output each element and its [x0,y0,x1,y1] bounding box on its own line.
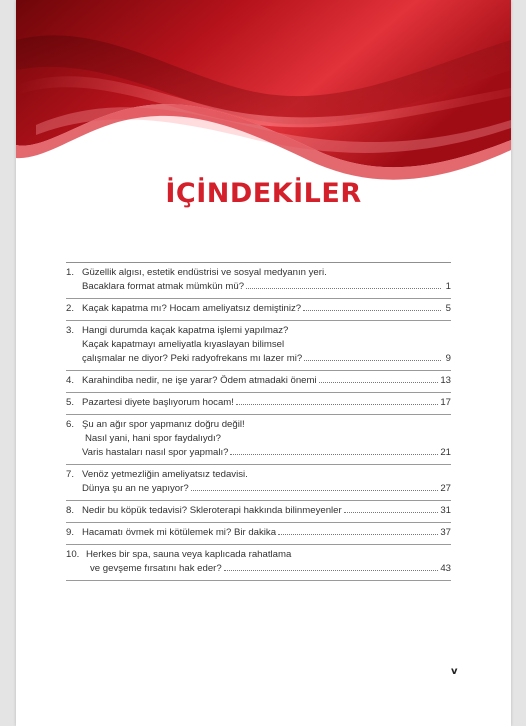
toc-entry-line [66,562,451,576]
toc-entry-number: 8. [66,505,75,516]
dot-leader [304,360,441,361]
toc-entry-text: Kaçak kapatma mı? Hocam ameliyatsız demiştiniz? [82,303,302,314]
toc-entry-page: 5 [445,303,451,314]
toc-entry-page: 17 [440,397,451,408]
toc-entry-page: 43 [440,563,451,574]
toc-entry-page: 27 [440,483,451,494]
table-of-contents [66,262,451,581]
toc-entry [66,299,451,321]
toc-entry [66,263,451,299]
toc-entry-text: Venöz yetmezliğin ameliyatsız tedavisi. [82,469,248,480]
toc-entry-line [66,482,451,496]
toc-entry-page: 1 [445,281,451,292]
toc-entry-line [66,352,451,366]
dot-leader [236,404,438,405]
dot-leader [344,512,439,513]
dot-leader [246,288,441,289]
toc-entry-line [66,374,451,388]
book-page [16,0,511,726]
toc-entry-number: 3. [66,325,75,336]
toc-entry-number: 7. [66,469,75,480]
toc-entry-number: 4. [66,375,75,386]
toc-entry-line [66,526,451,540]
toc-entry-text: Hacamatı övmek mi kötülemek mi? Bir dakika [82,527,277,538]
toc-entry-number: 10. [66,549,80,560]
toc-entry [66,321,451,371]
toc-entry-line [66,446,451,460]
toc-entry-text: Hangi durumda kaçak kapatma işlemi yapılmaz? [82,325,289,336]
toc-entry-page: 9 [445,353,451,364]
toc-entry-text: Varis hastaları nasıl spor yapmalı? [82,447,229,458]
toc-entry-text: Güzellik algısı, estetik endüstrisi ve sosyal medyanın yeri. [82,267,327,278]
toc-entry-text: Pazartesi diyete başlıyorum hocam! [82,397,234,408]
toc-entry [66,523,451,545]
toc-entry [66,393,451,415]
toc-entry-page: 31 [440,505,451,516]
toc-entry-number: 5. [66,397,75,408]
toc-entry-text: Dünya şu an ne yapıyor? [82,483,189,494]
toc-entry-text: Nedir bu köpük tedavisi? Skleroterapi hakkında bilinmeyenler [82,505,342,516]
toc-entry-line [66,302,451,316]
toc-entry [66,371,451,393]
page-title: İÇİNDEKİLER [165,178,362,209]
toc-entry [66,415,451,465]
toc-entry-number: 6. [66,419,75,430]
toc-entry-number: 1. [66,267,75,278]
toc-entry-text: Herkes bir spa, sauna veya kaplıcada rahatlama [86,549,292,560]
red-wave-header-graphic [16,0,511,200]
toc-entry-page: 37 [440,527,451,538]
toc-entry-line [66,324,451,338]
page-number: v [451,666,458,677]
toc-entry-number: 9. [66,527,75,538]
toc-entry-line [66,432,451,446]
dot-leader [224,570,439,571]
toc-entry [66,545,451,581]
dot-leader [191,490,439,491]
toc-entry-text: Karahindiba nedir, ne işe yarar? Ödem atmadaki önemi [82,375,317,386]
toc-entry-line [66,280,451,294]
toc-entry-text: ve gevşeme fırsatını hak eder? [90,563,222,574]
dot-leader [319,382,439,383]
toc-entry-line [66,418,451,432]
toc-entry-line [66,396,451,410]
toc-entry-page: 21 [440,447,451,458]
toc-entry-line [66,504,451,518]
toc-entry [66,501,451,523]
toc-entry-line [66,548,451,562]
toc-entry-line [66,468,451,482]
toc-entry-line [66,338,451,352]
toc-entry-number: 2. [66,303,75,314]
toc-entry-text: Bacaklara format atmak mümkün mü? [82,281,245,292]
toc-entry-line [66,266,451,280]
dot-leader [303,310,441,311]
toc-entry-text: Kaçak kapatmayı ameliyatla kıyaslayan bilimsel [82,339,285,350]
dot-leader [278,534,438,535]
toc-entry-page: 13 [440,375,451,386]
toc-entry-text: çalışmalar ne diyor? Peki radyofrekans mı lazer mi? [82,353,303,364]
toc-entry [66,465,451,501]
toc-entry-text: Nasıl yani, hani spor faydalıydı? [85,433,221,444]
toc-entry-text: Şu an ağır spor yapmanız doğru değil! [82,419,245,430]
dot-leader [230,454,438,455]
